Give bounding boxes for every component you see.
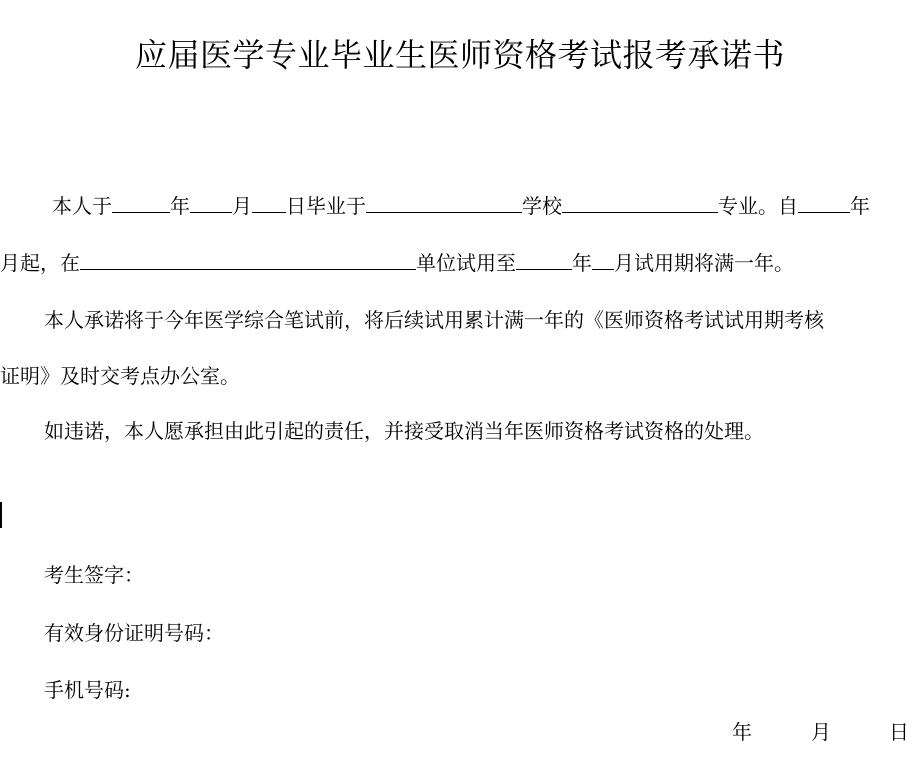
text-segment: 月 (232, 194, 252, 218)
text-cursor (0, 502, 2, 528)
id-number-label: 有效身份证明号码： (44, 621, 224, 645)
year-blank[interactable] (112, 192, 170, 213)
para1-line2 (0, 249, 794, 277)
day-blank[interactable] (252, 192, 286, 213)
para2-line2: 证明》及时交考点办公室。 (0, 364, 240, 388)
text-segment: 日毕业于 (286, 194, 366, 218)
text-segment: 月试用期将满一年。 (614, 251, 794, 275)
text-segment: 年 (850, 194, 870, 218)
text-segment: 本人于 (52, 194, 112, 218)
document-title: 应届医学专业毕业生医师资格考试报考承诺书 (134, 36, 785, 74)
text-segment: 年 (572, 251, 592, 275)
unit-blank[interactable] (80, 249, 416, 270)
start-year-blank[interactable] (798, 192, 850, 213)
text-segment: 年 (170, 194, 190, 218)
para2-line1: 本人承诺将于今年医学综合笔试前，将后续试用累计满一年的《医师资格考试试用期考核 (44, 308, 824, 332)
date-day: 日 (889, 720, 909, 744)
para1-line1 (52, 192, 870, 220)
signature-label: 考生签字： (44, 563, 144, 587)
text-segment: 月起，在 (0, 251, 80, 275)
para3: 如违诺，本人愿承担由此引起的责任，并接受取消当年医师资格考试资格的处理。 (44, 419, 764, 443)
trial-month-blank[interactable] (592, 249, 614, 270)
school-blank[interactable] (366, 192, 522, 213)
text-segment: 专业。自 (718, 194, 798, 218)
trial-year-blank[interactable] (516, 249, 572, 270)
month-blank[interactable] (190, 192, 232, 213)
date-month: 月 (811, 720, 831, 744)
phone-label: 手机号码: (44, 678, 131, 702)
text-segment: 单位试用至 (416, 251, 516, 275)
text-segment: 学校 (522, 194, 562, 218)
date-year: 年 (732, 720, 752, 744)
major-blank[interactable] (562, 192, 718, 213)
